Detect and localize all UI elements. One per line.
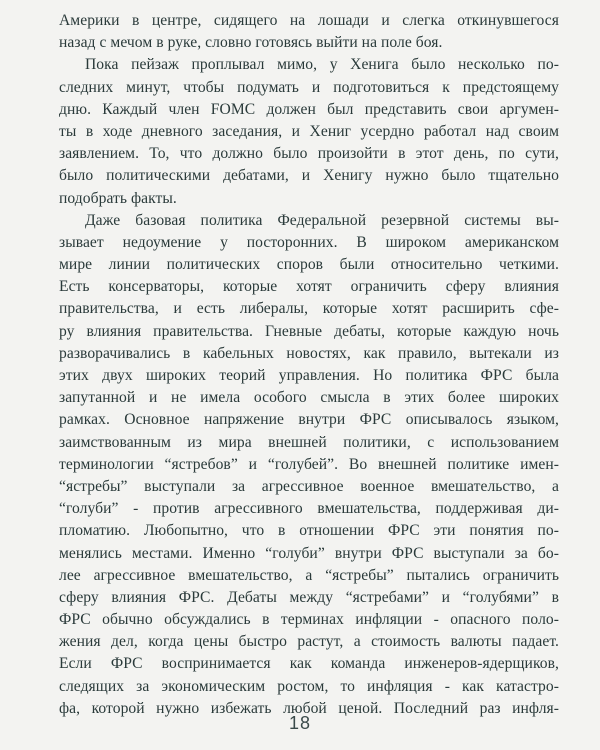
text-line: заявлением. То, что должно было произойти в этот день, по сути,	[59, 145, 559, 163]
text-line: Пока пейзаж проплывал мимо, у Хенига было несколько по-	[85, 56, 559, 74]
text-line: менялись местами. Именно “голуби” внутри ФРС выступали за бо-	[59, 544, 559, 562]
text-line: пломатию. Любопытно, что в отношении ФРС эти понятия по-	[59, 522, 559, 540]
text-line: Америки в центре, сидящего на лошади и слегка откинувшегося	[59, 12, 559, 29]
text-line: сферу влияния ФРС. Дебаты между “ястребами” и “голубями” в	[59, 588, 559, 606]
paragraph	[59, 210, 559, 720]
text-line: ру влияния правительства. Гневные дебаты, которые каждую ночь	[59, 322, 559, 340]
paragraph	[59, 54, 559, 209]
page-number: 18	[288, 713, 312, 733]
text-line: зывает недоумение у посторонних. В широком американском	[59, 233, 559, 251]
text-line: следних минут, чтобы подумать и подготовиться к предстоящему	[59, 78, 559, 96]
text-line: дню. Каждый член FOMC должен был представить свои аргумен-	[59, 100, 559, 118]
text-line: этих двух широких теорий управления. Но политика ФРС была	[59, 367, 559, 384]
text-line: разворачивались в кабельных новостях, как правило, вытекали из	[59, 344, 559, 362]
text-line: Даже базовая политика Федеральной резервной системы вы-	[85, 211, 559, 229]
text-line: правительства, и есть либералы, которые хотят расширить сфе-	[59, 300, 559, 318]
text-line: “голуби” - против агрессивного вмешательства, поддерживая ди-	[59, 500, 559, 518]
text-line: Есть консерваторы, которые хотят ограничить сферу влияния	[59, 278, 559, 296]
text-line: запутанной и не имела особого смысла в этих более широких	[59, 389, 559, 407]
text-line: было политическими дебатами, и Хенигу нужно было тщательно	[59, 167, 559, 185]
body-text	[59, 10, 559, 720]
text-line: лее агрессивное вмешательство, а “ястребы” пытались ограничить	[59, 566, 559, 584]
text-line: жения дел, когда цены быстро растут, а стоимость валюты падает.	[59, 633, 559, 651]
text-line: подобрать факты.	[59, 189, 177, 207]
text-line: Если ФРС воспринимается как команда инженеров-ядерщиков,	[59, 655, 559, 673]
paragraph	[59, 10, 559, 54]
text-line: заимствованным из мира внешней политики, с использованием	[59, 433, 559, 451]
text-line: “ястребы” выступали за агрессивное военное вмешательство, а	[59, 477, 559, 495]
text-line: назад с мечом в руке, словно готовясь выйти на поле боя.	[59, 34, 443, 52]
text-line: мире линии политических споров были относительно четкими.	[59, 256, 559, 274]
text-line: ты в ходе дневного заседания, и Хениг усердно работал над своим	[59, 122, 559, 140]
text-line: терминологии “ястребов” и “голубей”. Во внешней политике имен-	[59, 455, 559, 473]
text-line: фа, которой нужно избежать любой ценой. Последний раз инфля-	[59, 699, 559, 717]
text-line: ФРС обычно обсуждались в терминах инфляции - опасного поло-	[59, 611, 559, 629]
text-line: рамках. Основное напряжение внутри ФРС описывалось языком,	[59, 411, 559, 429]
text-line: следящих за экономическим ростом, то инфляция - как катастро-	[59, 677, 559, 695]
